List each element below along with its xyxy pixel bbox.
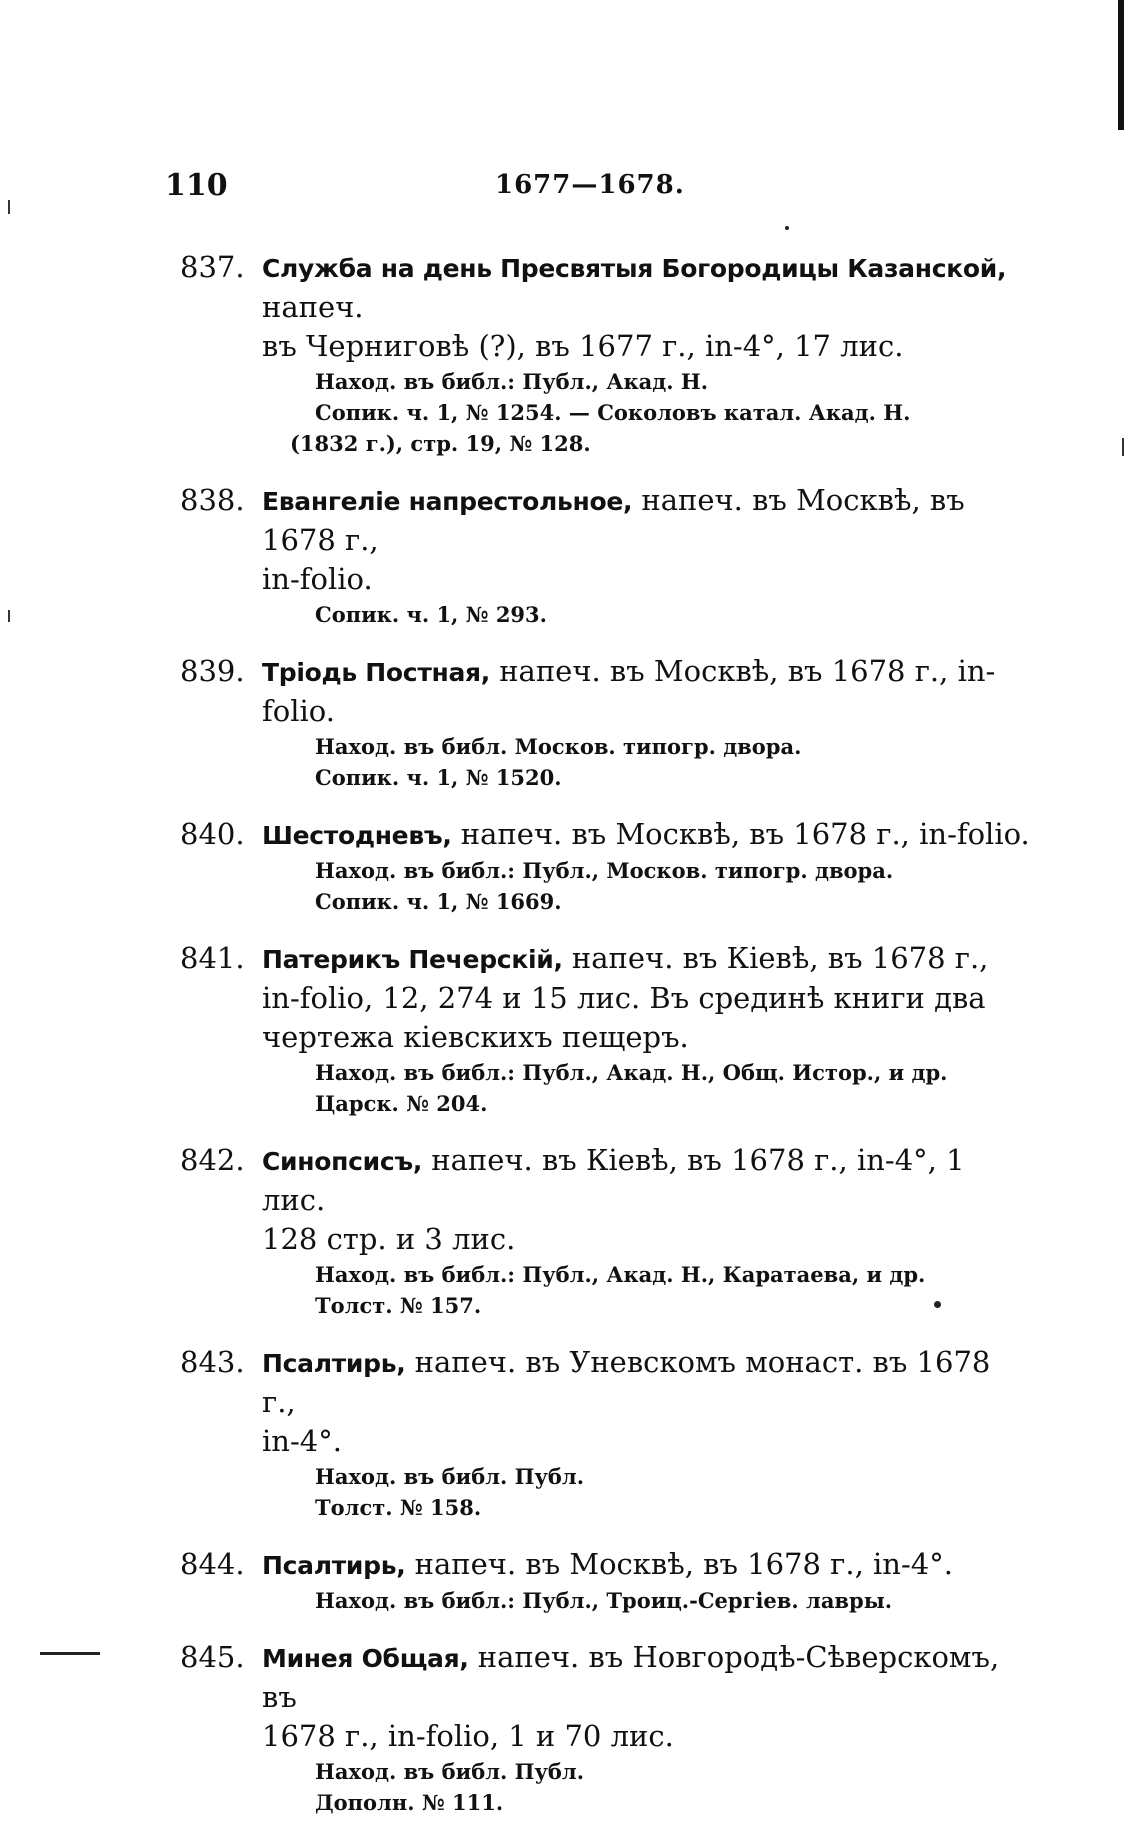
running-head <box>165 168 1025 208</box>
entry-reference: Дополн. № 111. <box>315 1790 504 1815</box>
entry-reference: Толст. № 157. <box>315 1293 482 1318</box>
entry-text: напеч. въ Кіевѣ, въ 1678 г., <box>562 941 989 975</box>
entry-first-line <box>180 481 1030 560</box>
entry-title: Служба на день Пресвятыя Богородицы Казанской, <box>262 254 1007 283</box>
entry-reference: Сопик. ч. 1, № 1254. — Соколовъ катал. Акад. Н. <box>315 400 911 425</box>
page-edge-bar <box>1118 0 1124 130</box>
entry-text-line: in-4°. <box>262 1424 342 1458</box>
entry-reference: Наход. въ библ. Публ. <box>315 1464 585 1489</box>
catalog-entry <box>180 1343 1030 1523</box>
entry-text-line: чертежа кіевскихъ пещеръ. <box>262 1020 689 1054</box>
catalog-entry <box>180 652 1030 793</box>
catalog-entry <box>180 939 1030 1119</box>
catalog-entry <box>180 481 1030 630</box>
entry-number: 844. <box>180 1547 245 1581</box>
entry-first-line <box>180 1545 1030 1585</box>
entry-title: Псалтирь, <box>262 1551 406 1580</box>
margin-mark <box>8 200 10 214</box>
entry-text-line: in-folio. <box>262 562 373 596</box>
entry-text: напеч. въ Москвѣ, въ 1678 г., <box>262 483 965 557</box>
entry-text-line: въ Черниговѣ (?), въ 1677 г., in-4°, 17 лис. <box>262 329 904 363</box>
entry-text: напеч. <box>262 290 364 324</box>
entry-title: Синопсисъ, <box>262 1147 423 1176</box>
entry-title: Евангеліе напрестольное, <box>262 487 633 516</box>
entry-text-line: 128 стр. и 3 лис. <box>262 1222 516 1256</box>
entry-first-line <box>180 248 1030 327</box>
entry-text: напеч. въ Кіевѣ, въ 1678 г., in-4°, 1 лис. <box>262 1143 965 1217</box>
entry-reference: Наход. въ библ.: Публ., Акад. Н. <box>315 369 709 394</box>
entry-number: 837. <box>180 250 245 284</box>
entry-number: 840. <box>180 817 245 851</box>
entry-first-line <box>180 1343 1030 1422</box>
entry-reference: Царск. № 204. <box>315 1091 488 1116</box>
entry-text: напеч. въ Уневскомъ монаст. въ 1678 г., <box>262 1345 991 1419</box>
entry-reference: (1832 г.), стр. 19, № 128. <box>290 431 591 456</box>
entry-first-line <box>180 939 1030 979</box>
entry-number: 845. <box>180 1640 245 1674</box>
entry-reference: Наход. въ библ. Москов. типогр. двора. <box>315 734 802 759</box>
entry-reference: Сопик. ч. 1, № 293. <box>315 602 547 627</box>
entry-title: Шестодневъ, <box>262 821 452 850</box>
entry-number: 843. <box>180 1345 245 1379</box>
running-head-years: 1677—1678. <box>495 170 685 200</box>
entry-text-line: folio. <box>262 694 335 728</box>
entry-reference: Наход. въ библ. Публ. <box>315 1759 585 1784</box>
entry-number: 839. <box>180 654 245 688</box>
margin-dash <box>40 1652 100 1655</box>
catalog-entry <box>180 248 1030 459</box>
entry-text-line: in-folio, 12, 274 и 15 лис. Въ срединѣ книги два <box>262 981 986 1015</box>
entry-reference: Наход. въ библ.: Публ., Москов. типогр. двора. <box>315 858 894 883</box>
entry-first-line <box>180 1141 1030 1220</box>
entry-reference: Толст. № 158. <box>315 1495 482 1520</box>
entry-text: напеч. въ Новгородѣ-Сѣверскомъ, въ <box>262 1640 1000 1714</box>
entry-number: 841. <box>180 941 245 975</box>
entry-title: Тріодь Постная, <box>262 658 490 687</box>
entry-number: 842. <box>180 1143 245 1177</box>
entry-first-line <box>180 652 1030 692</box>
entry-reference: Сопик. ч. 1, № 1669. <box>315 889 562 914</box>
entry-text-line: 1678 г., in-folio, 1 и 70 лис. <box>262 1719 674 1753</box>
entry-first-line <box>180 815 1030 855</box>
entry-title: Псалтирь, <box>262 1349 406 1378</box>
margin-mark <box>1122 438 1124 456</box>
entry-title: Патерикъ Печерскій, <box>262 945 563 974</box>
margin-mark <box>8 610 10 622</box>
entry-text: напеч. въ Москвѣ, въ 1678 г., in-4°. <box>405 1547 953 1581</box>
page-number: 110 <box>165 168 228 203</box>
entry-title: Минея Общая, <box>262 1644 469 1673</box>
catalog-entry <box>180 815 1030 917</box>
entry-reference: Сопик. ч. 1, № 1520. <box>315 765 562 790</box>
entry-reference: Наход. въ библ.: Публ., Акад. Н., Общ. Истор., и др. <box>315 1060 948 1085</box>
ink-speck <box>785 226 789 230</box>
entry-number: 838. <box>180 483 245 517</box>
catalog-entry <box>180 1545 1030 1616</box>
entry-text: напеч. въ Москвѣ, въ 1678 г., in- <box>490 654 996 688</box>
catalog-entry <box>180 1141 1030 1321</box>
entry-first-line <box>180 1638 1030 1717</box>
catalog-entries <box>180 248 1030 1840</box>
entry-reference: Наход. въ библ.: Публ., Акад. Н., Каратаева, и др. <box>315 1262 926 1287</box>
catalog-entry <box>180 1638 1030 1818</box>
entry-reference: Наход. въ библ.: Публ., Троиц.-Сергіев. лавры. <box>315 1588 893 1613</box>
entry-text: напеч. въ Москвѣ, въ 1678 г., in-folio. <box>451 817 1030 851</box>
